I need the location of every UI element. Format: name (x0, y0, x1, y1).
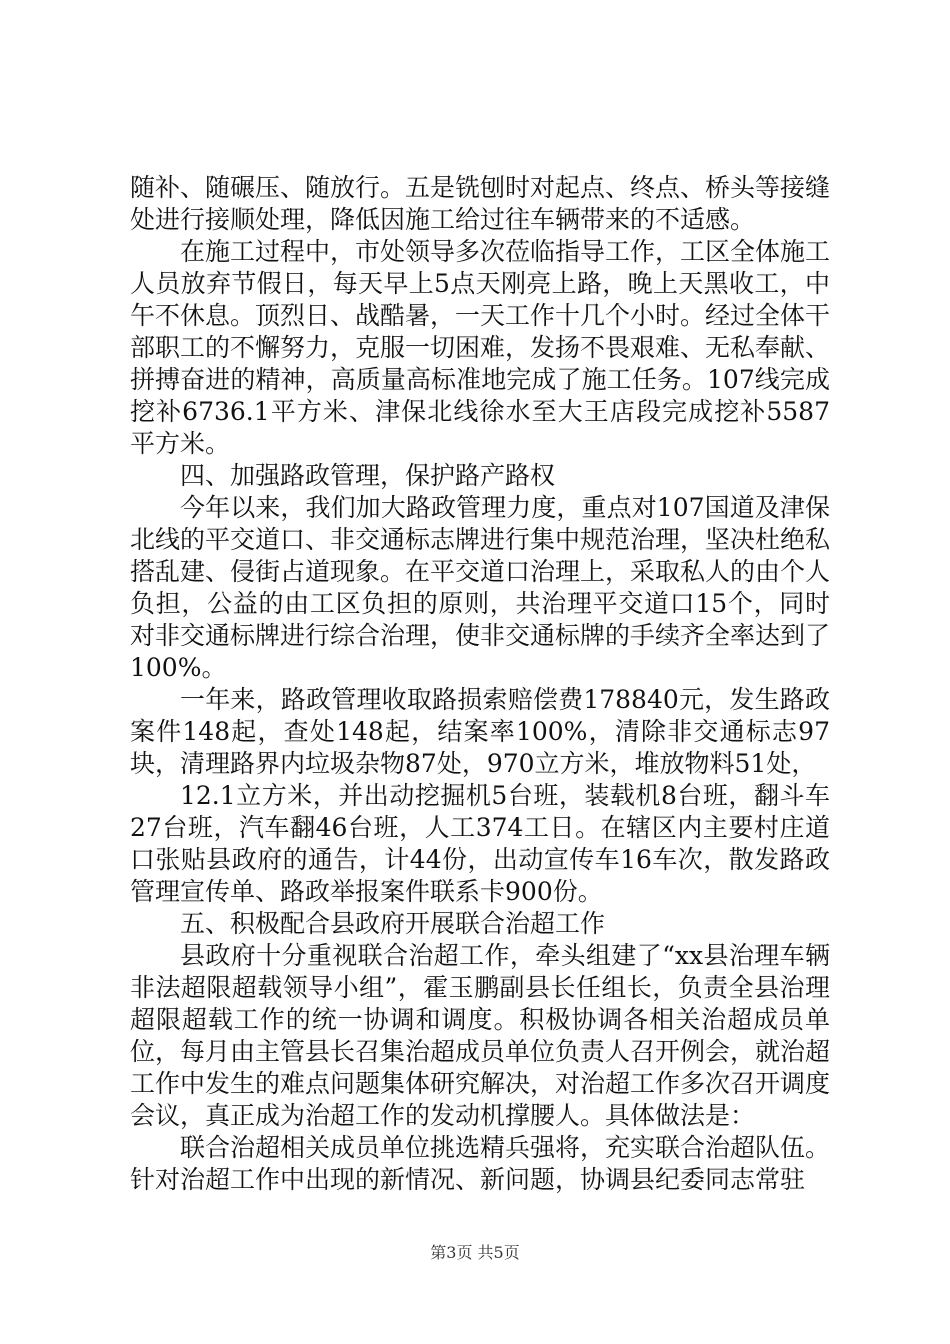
paragraph-4: 一年来，路政管理收取路损索赔偿费178840元，发生路政案件148起，查处148起，结案率100%，清除非交通标志97块，清理路界内垃圾杂物87处，970立方米，堆放物料51处， (130, 685, 830, 778)
paragraph-2: 在施工过程中，市处领导多次莅临指导工作，工区全体施工人员放弃节假日，每天早上5点天刚亮上路，晚上天黑收工，中午不休息。顶烈日、战酷暑，一天工作十几个小时。经过全体干部职工的不懈努力，克服一切困难，发扬不畏艰难、无私奉献、拼搏奋进的精神，高质量高标准地完成了施工任务。107线完成挖补6736.1平方米、津保北线徐水至大王店段完成挖补5587平方米。 (130, 237, 831, 458)
paragraph-5: 12.1立方米，并出动挖掘机5台班，装载机8台班，翻斗车27台班，汽车翻46台班，人工374工日。在辖区内主要村庄道口张贴县政府的通告，计44份，出动宣传车16车次，散发路政管理宣传单、路政举报案件联系卡900份。 (130, 781, 830, 906)
paragraph-3: 今年以来，我们加大路政管理力度，重点对107国道及津保北线的平交道口、非交通标志牌进行集中规范治理，坚决杜绝私搭乱建、侵街占道现象。在平交道口治理上，采取私人的由个人负担，公益的由工区负担的原则，共治理平交道口15个，同时对非交通标牌进行综合治理，使非交通标牌的手续齐全率达到了100%。 (130, 493, 831, 682)
paragraph-6: 县政府十分重视联合治超工作，牵头组建了“xx县治理车辆非法超限超载领导小组”，霍玉鹏副县长任组长，负责全县治理超限超载工作的统一协调和调度。积极协调各相关治超成员单位，每月由主管县长召集治超成员单位负责人召开例会，就治超工作中发生的难点问题集体研究解决，对治超工作多次召开调度会议，真正成为治超工作的发动机撑腰人。具体做法是： (130, 941, 831, 1130)
section-heading-5: 五、积极配合县政府开展联合治超工作 (180, 909, 606, 938)
document-body (130, 172, 830, 1196)
section-heading-4: 四、加强路政管理，保护路产路权 (180, 461, 556, 490)
page-number-footer: 第3页 共5页 (430, 1243, 520, 1262)
paragraph-1: 随补、随碾压、随放行。五是铣刨时对起点、终点、桥头等接缝处进行接顺处理，降低因施工给过往车辆带来的不适感。 (130, 173, 831, 234)
paragraph-7: 联合治超相关成员单位挑选精兵强将，充实联合治超队伍。针对治超工作中出现的新情况、新问题，协调县纪委同志常驻 (130, 1133, 831, 1194)
